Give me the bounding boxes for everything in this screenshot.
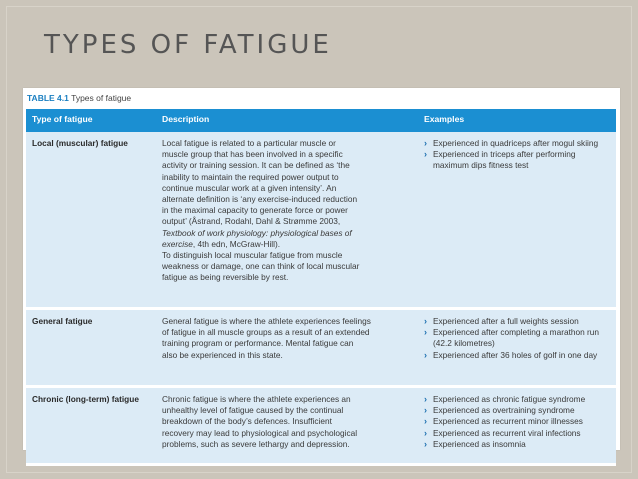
example-item <box>424 350 612 361</box>
table-caption-text: Types of fatigue <box>71 93 132 103</box>
example-item <box>424 439 612 450</box>
example-item <box>424 394 612 405</box>
table-caption-number: TABLE 4.1 <box>27 93 69 103</box>
table-header-row <box>26 109 616 132</box>
description-line: activity or training session. It can be defined as ‘the <box>162 160 350 171</box>
description-line: output’ (Åstrand, Rodahl, Dahl & Strømme 2003, <box>162 216 341 227</box>
example-item <box>424 149 612 171</box>
fatigue-type-cell: Local (muscular) fatigue <box>26 132 156 309</box>
description-line: in the maximal capacity to generate force or power <box>162 205 348 216</box>
chevron-right-icon: › <box>424 438 427 449</box>
description-line: Local fatigue is related to a particular muscle or <box>162 138 336 148</box>
description-line: continue muscular work at a given intensity’. An <box>162 182 337 193</box>
example-text: Experienced as recurrent viral infections <box>433 427 581 438</box>
header-type: Type of fatigue <box>26 109 156 132</box>
chevron-right-icon: › <box>424 327 427 338</box>
example-text: Experienced as overtraining syndrome <box>433 405 575 416</box>
description-line: fatigue as being reversible by rest. <box>162 272 289 283</box>
description-line: of fatigue in all muscle groups as a result of an extended <box>162 327 370 338</box>
example-text: Experienced in triceps after performing maximum dips fitness test <box>433 149 576 171</box>
example-text: Experienced as chronic fatigue syndrome <box>433 394 586 404</box>
header-examples: Examples <box>418 109 616 132</box>
fatigue-table <box>26 109 616 466</box>
description-cell <box>156 309 418 387</box>
example-item <box>424 428 612 439</box>
examples-cell <box>418 387 616 465</box>
table-row <box>26 309 616 387</box>
description-line: To distinguish local muscular fatigue from muscle <box>162 250 343 261</box>
chevron-right-icon: › <box>424 405 427 416</box>
table-row <box>26 387 616 465</box>
example-item <box>424 138 612 149</box>
chevron-right-icon: › <box>424 416 427 427</box>
description-line: muscle group that has been involved in a specific <box>162 149 343 160</box>
description-line: exercise, 4th edn, McGraw-Hill). <box>162 238 281 249</box>
description-line: inability to maintain the required power output to <box>162 171 339 182</box>
example-text: Experienced as insomnia <box>433 438 526 449</box>
description-cell <box>156 132 418 309</box>
example-item <box>424 405 612 416</box>
example-text: Experienced after completing a marathon run (42.2 kilometres) <box>433 327 600 349</box>
table-caption <box>27 93 131 103</box>
description-line: also be experienced in this state. <box>162 349 283 360</box>
description-line: General fatigue is where the athlete experiences feelings <box>162 316 371 326</box>
slide-title: TYPES OF FATIGUE <box>44 30 332 60</box>
example-text: Experienced in quadriceps after mogul skiing <box>433 138 599 148</box>
chevron-right-icon: › <box>424 427 427 438</box>
examples-cell <box>418 309 616 387</box>
example-item <box>424 316 612 327</box>
description-line: Textbook of work physiology: physiological bases of <box>162 227 352 238</box>
description-line: weakness or damage, one can think of local muscular <box>162 261 360 272</box>
description-line: Chronic fatigue is where the athlete experiences an <box>162 394 351 404</box>
description-line: training program or performance. Mental fatigue can <box>162 338 354 349</box>
description-line: problems, such as severe lethargy and depression. <box>162 438 350 449</box>
fatigue-type-cell: General fatigue <box>26 309 156 387</box>
examples-cell <box>418 132 616 309</box>
chevron-right-icon: › <box>424 316 427 326</box>
table-body <box>26 132 616 465</box>
example-item <box>424 416 612 427</box>
example-text: Experienced as recurrent minor illnesses <box>433 416 583 427</box>
chevron-right-icon: › <box>424 349 427 360</box>
description-line: alternate definition is ‘any exercise-induced reduction <box>162 194 358 205</box>
example-text: Experienced after a full weights session <box>433 316 579 326</box>
example-item <box>424 327 612 349</box>
description-line: unhealthy level of fatigue caused by the continual <box>162 405 344 416</box>
description-line: breakdown of the body’s defences. Insufficient <box>162 416 332 427</box>
header-description: Description <box>156 109 418 132</box>
fatigue-type-cell: Chronic (long-term) fatigue <box>26 387 156 465</box>
table-panel <box>23 88 620 450</box>
example-text: Experienced after 36 holes of golf in one day <box>433 349 598 360</box>
table-row <box>26 132 616 309</box>
chevron-right-icon: › <box>424 138 427 148</box>
description-line: recovery may lead to physiological and psychological <box>162 427 358 438</box>
description-cell <box>156 387 418 465</box>
chevron-right-icon: › <box>424 394 427 404</box>
chevron-right-icon: › <box>424 149 427 160</box>
